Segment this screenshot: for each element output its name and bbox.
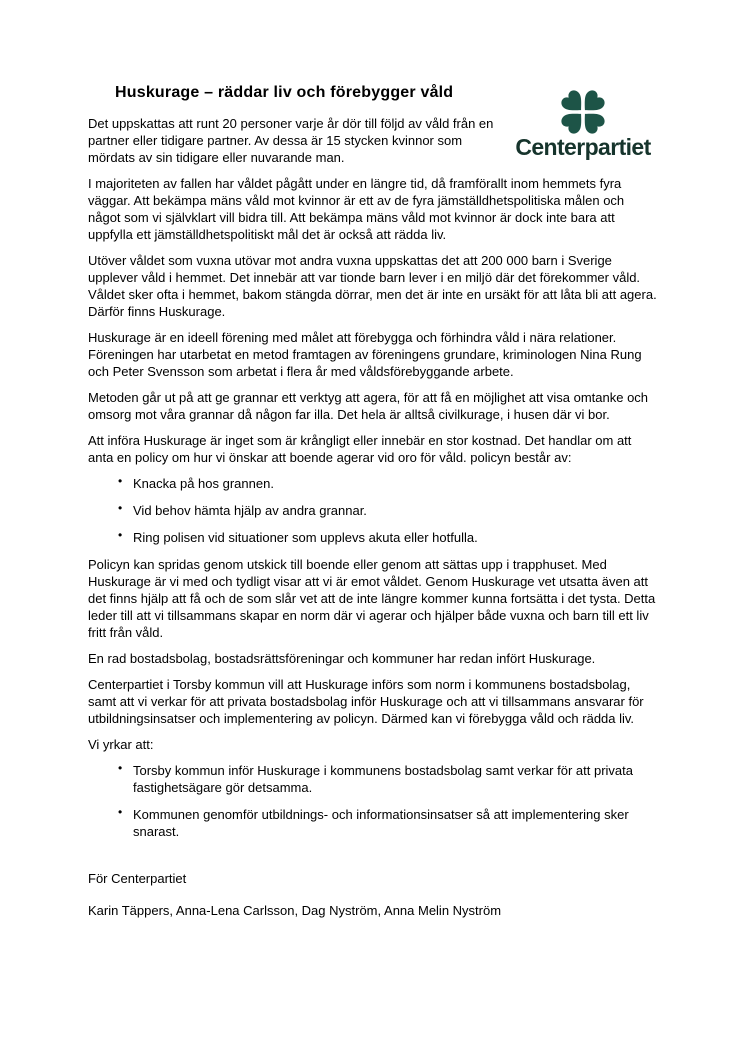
paragraph: Att införa Huskurage är inget som är krångligt eller innebär en stor kostnad. Det handlar om att anta en policy om hur vi önskar att boende agerar vid oro för våld. policyn består av: [88, 433, 632, 465]
bullet-icon: • [118, 501, 123, 515]
list-item [88, 762, 658, 796]
list-item-text: Kommunen genomför utbildnings- och informationsinsatser så att implementering sker snarast. [133, 807, 629, 839]
list-item-text: Torsby kommun inför Huskurage i kommunens bostadsbolag samt verkar för att privata fastighetsägare gör detsamma. [133, 763, 633, 795]
document-title: Huskurage – räddar liv och förebygger våld [115, 84, 454, 101]
policy-bullet-list [88, 475, 658, 546]
bullet-icon: • [118, 761, 123, 775]
list-item [88, 806, 658, 840]
document-content [88, 84, 658, 928]
list-item [88, 529, 658, 546]
bullet-icon: • [118, 528, 123, 542]
list-item [88, 475, 658, 492]
logo-text: Centerpartiet [515, 134, 651, 160]
signature-block [88, 870, 658, 919]
paragraph: Huskurage är en ideell förening med målet att förebygga och förhindra våld i nära relationer. Föreningen har utarbetat en metod framtagen av föreningens grundare, kriminologen Nina Rung och Peter Svensson som arbetat i flera år med våldsförebyggande arbete. [88, 330, 642, 379]
footer-signature: För Centerpartiet [88, 871, 187, 886]
paragraph: En rad bostadsbolag, bostadsrättsföreningar och kommuner har redan infört Huskurage. [88, 651, 596, 666]
bullet-icon: • [118, 805, 123, 819]
paragraph: Utöver våldet som vuxna utövar mot andra vuxna uppskattas det att 200 000 barn i Sverige upplever våld i hemmet. Det innebär att var tionde barn lever i en miljö där det förekommer våld. Våldet sker ofta i hemmet, bakom stängda dörrar, men det är inte en ursäkt för att låta bli att agera. Därför finns Huskurage. [88, 253, 657, 319]
yrkar-heading: Vi yrkar att: [88, 737, 154, 752]
paragraph: Metoden går ut på att ge grannar ett verktyg att agera, för att få en möjlighet att visa omtanke och omsorg mot våra grannar då någon far illa. Det hela är alltså civilkurage, i husen där vi bor. [88, 390, 649, 422]
list-item-text: Ring polisen vid situationer som upplevs akuta eller hotfulla. [133, 530, 478, 545]
list-item-text: Vid behov hämta hjälp av andra grannar. [133, 503, 367, 518]
footer-names: Karin Täppers, Anna-Lena Carlsson, Dag Nyström, Anna Melin Nyström [88, 903, 502, 918]
paragraph: I majoriteten av fallen har våldet pågått under en längre tid, då framförallt inom hemmets fyra väggar. Att bekämpa mäns våld mot kvinnor är ett av de fyra jämställdhetspolitiska målen och något som vi självklart vill bidra till. Att bekämpa mäns våld mot kvinnor är dock inte bara att uppfylla ett jämställdhetspolitiskt mål det är också att rädda liv. [88, 176, 625, 242]
paragraph: Policyn kan spridas genom utskick till boende eller genom att sättas upp i trapphuset. Med Huskurage är vi med och tydligt visar att vi är emot våldet. Genom Huskurage vet utsatta även att det finns hjälp att få och de som slår vet att de inte längre kommer kunna fortsätta i det tysta. Detta leder till att vi tillsammans skapar en norm där vi agerar och hjälper både vuxna och barn till ett liv fritt från våld. [88, 557, 656, 640]
list-item-text: Knacka på hos grannen. [133, 476, 274, 491]
bullet-icon: • [118, 474, 123, 488]
yrkande-bullet-list [88, 762, 658, 840]
intro-paragraph: Det uppskattas att runt 20 personer varje år dör till följd av våld från en partner eller tidigare partner. Av dessa är 15 stycken kvinnor som mördats av sin tidigare eller nuvarande man. [88, 116, 494, 165]
paragraph: Centerpartiet i Torsby kommun vill att Huskurage införs som norm i kommunens bostadsbolag, samt att vi verkar för att privata bostadsbolag inför Huskurage och att vi tillsammans ansvarar för utbildningsinsatser och implementering av policyn. Därmed kan vi förebygga våld och rädda liv. [88, 677, 644, 726]
list-item [88, 502, 658, 519]
